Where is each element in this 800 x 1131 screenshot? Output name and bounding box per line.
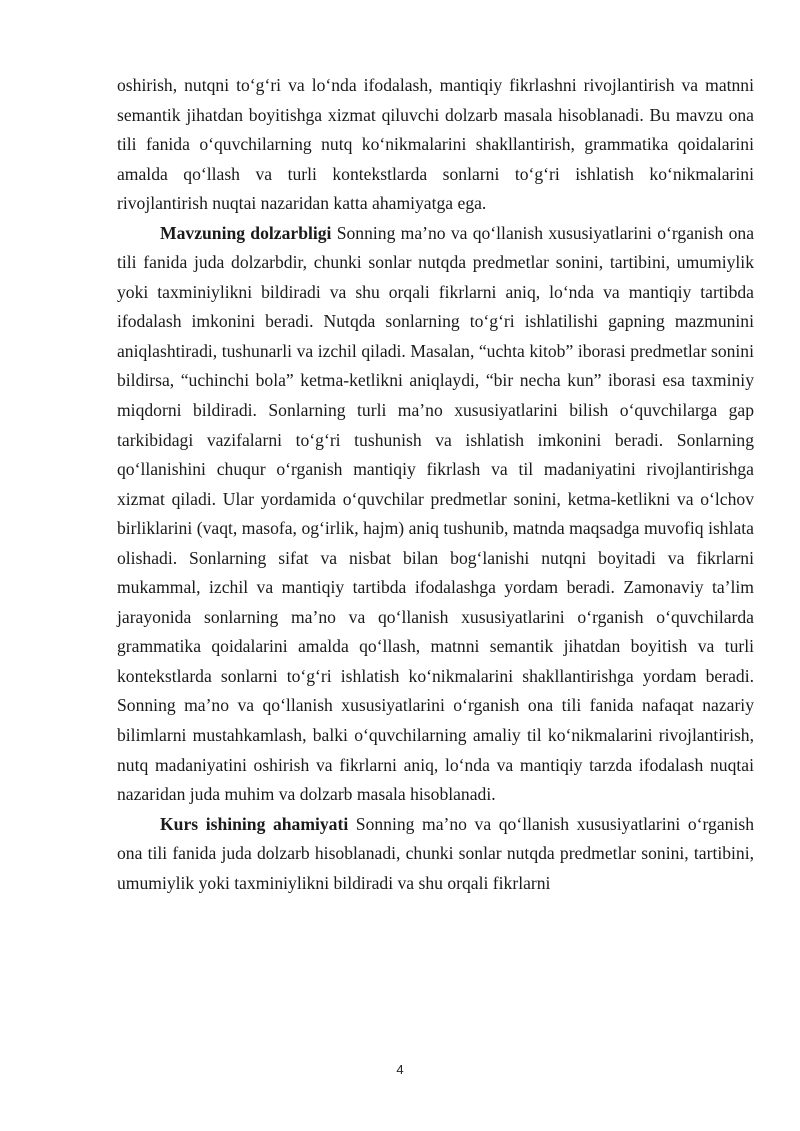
document-body	[117, 71, 754, 898]
paragraph-text: Sonning ma’no va qo‘llanish xususiyatlarini o‘rganish ona tili fanida juda dolzarb hisoblanadi, chunki sonlar nutqda predmetlar sonini, tartibini, umumiylik yoki taxminiylikni bildiradi va shu orqali fikrlarni	[117, 813, 754, 893]
paragraph-text: oshirish, nutqni to‘g‘ri va lo‘nda ifodalash, mantiqiy fikrlashni rivojlantirish va matnni semantik jihatdan boyitishga xizmat qiluvchi dolzarb masala hisoblanadi. Bu mavzu ona tili fanida o‘quvchilarning nutq ko‘nikmalarini shakllantirish, grammatika qoidalarini amalda qo‘llash va turli kontekstlarda sonlarni to‘g‘ri ishlatish ko‘nikmalarini rivojlantirish nuqtai nazaridan katta ahamiyatga ega.	[117, 75, 754, 214]
paragraph-text: Sonning ma’no va qo‘llanish xususiyatlarini o‘rganish ona tili fanida juda dolzarbdir, chunki sonlar nutqda predmetlar sonini, tartibini, umumiylik yoki taxminiylikni bildiradi va shu orqali fikrlarni aniq, lo‘nda va mantiqiy tartibda ifodalash imkonini beradi. Nutqda sonlarning to‘g‘ri ishlatilishi gapning mazmunini aniqlashtiradi, tushunarli va izchil qiladi. Masalan, “uchta kitob” iborasi predmetlar sonini bildirsa, “uchinchi bola” ketma-ketlikni aniqlaydi, “bir necha kun” iborasi esa taxminiy miqdorni bildiradi. Sonlarning turli ma’no xususiyatlarini bilish o‘quvchilarga gap tarkibidagi vazifalarni to‘g‘ri tushunish va ishlatish imkonini beradi. Sonlarning qo‘llanishini chuqur o‘rganish mantiqiy fikrlash va til madaniyatini rivojlantirishga xizmat qiladi. Ular yordamida o‘quvchilar predmetlar sonini, ketma-ketlikni va o‘lchov birliklarini (vaqt, masofa, og‘irlik, hajm) aniq tushunib, matnda maqsadga muvofiq ishlata olishadi. Sonlarning sifat va nisbat bilan bog‘lanishi nutqni boyitadi va fikrlarni mukammal, izchil va mantiqiy tartibda ifodalashga yordam beradi. Zamonaviy ta’lim jarayonida sonlarning ma’no va qo‘llanish xususiyatlarini o‘rganish o‘quvchilarda grammatika qoidalarini amalda qo‘llash, matnni semantik jihatdan boyitish va turli kontekstlarda sonlarni to‘g‘ri ishlatish ko‘nikmalarini shakllantirishga yordam beradi. Sonning ma’no va qo‘llanish xususiyatlarini o‘rganish ona tili fanida nafaqat nazariy bilimlarni mustahkamlash, balki o‘quvchilarning amaliy til ko‘nikmalarini rivojlantirish, nutq madaniyatini oshirish va fikrlarni aniq, lo‘nda va mantiqiy tarzda ifodalash nuqtai nazaridan juda muhim va dolzarb masala hisoblanadi.	[117, 222, 755, 805]
paragraph-lead: Mavzuning dolzarbligi	[160, 222, 332, 243]
page-number: 4	[396, 1062, 404, 1077]
paragraph-relevance	[117, 219, 754, 810]
paragraph-continuation	[117, 71, 754, 219]
paragraph-importance	[117, 810, 754, 899]
paragraph-lead: Kurs ishining ahamiyati	[160, 813, 349, 834]
